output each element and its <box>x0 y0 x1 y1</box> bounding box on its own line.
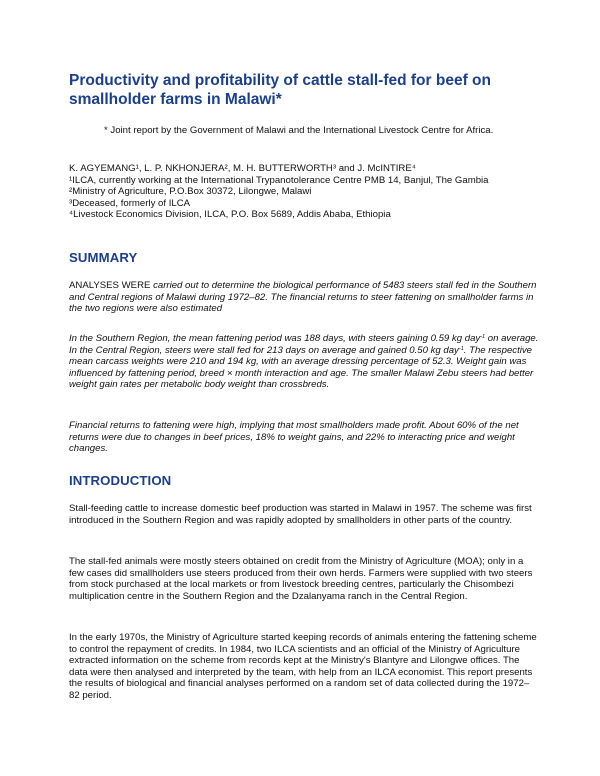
affiliation-2: ²Ministry of Agriculture, P.O.Box 30372, Lilongwe, Malawi <box>69 186 312 197</box>
author-names: K. AGYEMANG¹, L. P. NKHONJERA², M. H. BUTTERWORTH³ and J. McINTIRE⁴ <box>69 163 416 174</box>
author-block <box>69 163 539 221</box>
summary-p2-part-c: . The respective mean carcass weights were 210 and 194 kg, with an average dressing percentage of 52.3. Weight gain was influenced by fattening period, breed × month interaction and age. The smaller Malawi Zebu steers had better weight gain rates per metabolic body weight than crossbreds. <box>69 344 534 390</box>
summary-heading: SUMMARY <box>69 250 138 265</box>
summary-p2-part-a: In the Southern Region, the mean fattening period was 188 days, with steers gaining 0.59 kg day <box>69 333 481 344</box>
intro-paragraph-3: In the early 1970s, the Ministry of Agriculture started keeping records of animals entering the fattening scheme to control the repayment of credits. In 1984, two ILCA scientists and an official of the Ministry of Agriculture extracted information on the scheme from records kept at the Ministry's Blantyre and Lilongwe offices. The data were then analysed and interpreted by the team, with help from an ILCA economist. This report presents the results of biological and financial analyses performed on a random set of data collected during the 1972–82 period. <box>69 632 537 701</box>
intro-paragraph-1: Stall-feeding cattle to increase domestic beef production was started in Malawi in 1957. The scheme was first introduced in the Southern Region and was rapidly adopted by smallholders in other parts of the country. <box>69 503 532 526</box>
unit-exponent: -1 <box>458 345 464 352</box>
summary-paragraph-1 <box>69 280 539 315</box>
summary-p1-text: carried out to determine the biological performance of 5483 steers stall fed in the Southern and Central regions of Malawi during 1972–82. The financial returns to steer fattening on smallholder farms in the two regions were also estimated <box>69 280 537 314</box>
summary-lead-caps: ANALYSES WERE <box>69 280 151 291</box>
paper-title: Productivity and profitability of cattle stall-fed for beef on smallholder farms in Malawi* <box>69 72 491 108</box>
title-footnote: * Joint report by the Government of Malawi and the International Livestock Centre for Africa. <box>104 125 494 136</box>
affiliation-3: ³Deceased, formerly of ILCA <box>69 197 191 209</box>
introduction-heading: INTRODUCTION <box>69 473 172 488</box>
intro-paragraph-2: The stall-fed animals were mostly steers obtained on credit from the Ministry of Agriculture (MOA); only in a few cases did smallholders use steers produced from their own herds. Farmers were supplied with two steers from stock purchased at the local markets or from livestock breeding centres, particularly the Chisombezi multiplication centre in the Southern Region and the Dzalanyama ranch in the Central Region. <box>69 556 533 602</box>
summary-p2-part-b: on average. In the Central Region, steers were stall fed for 213 days on average and gained 0.50 kg day <box>69 333 539 356</box>
affiliation-1: ¹ILCA, currently working at the International Trypanotolerance Centre PMB 14, Banjul, The Gambia <box>69 174 489 186</box>
affiliation-4: ⁴Livestock Economics Division, ILCA, P.O. Box 5689, Addis Ababa, Ethiopia <box>69 209 391 220</box>
summary-paragraph-3: Financial returns to fattening were high, implying that most smallholders made profit. About 60% of the net returns were due to changes in beef prices, 18% to weight gains, and 22% to interacting price and weight changes. <box>69 420 519 454</box>
unit-exponent: -1 <box>480 334 486 340</box>
summary-paragraph-2 <box>69 333 539 391</box>
